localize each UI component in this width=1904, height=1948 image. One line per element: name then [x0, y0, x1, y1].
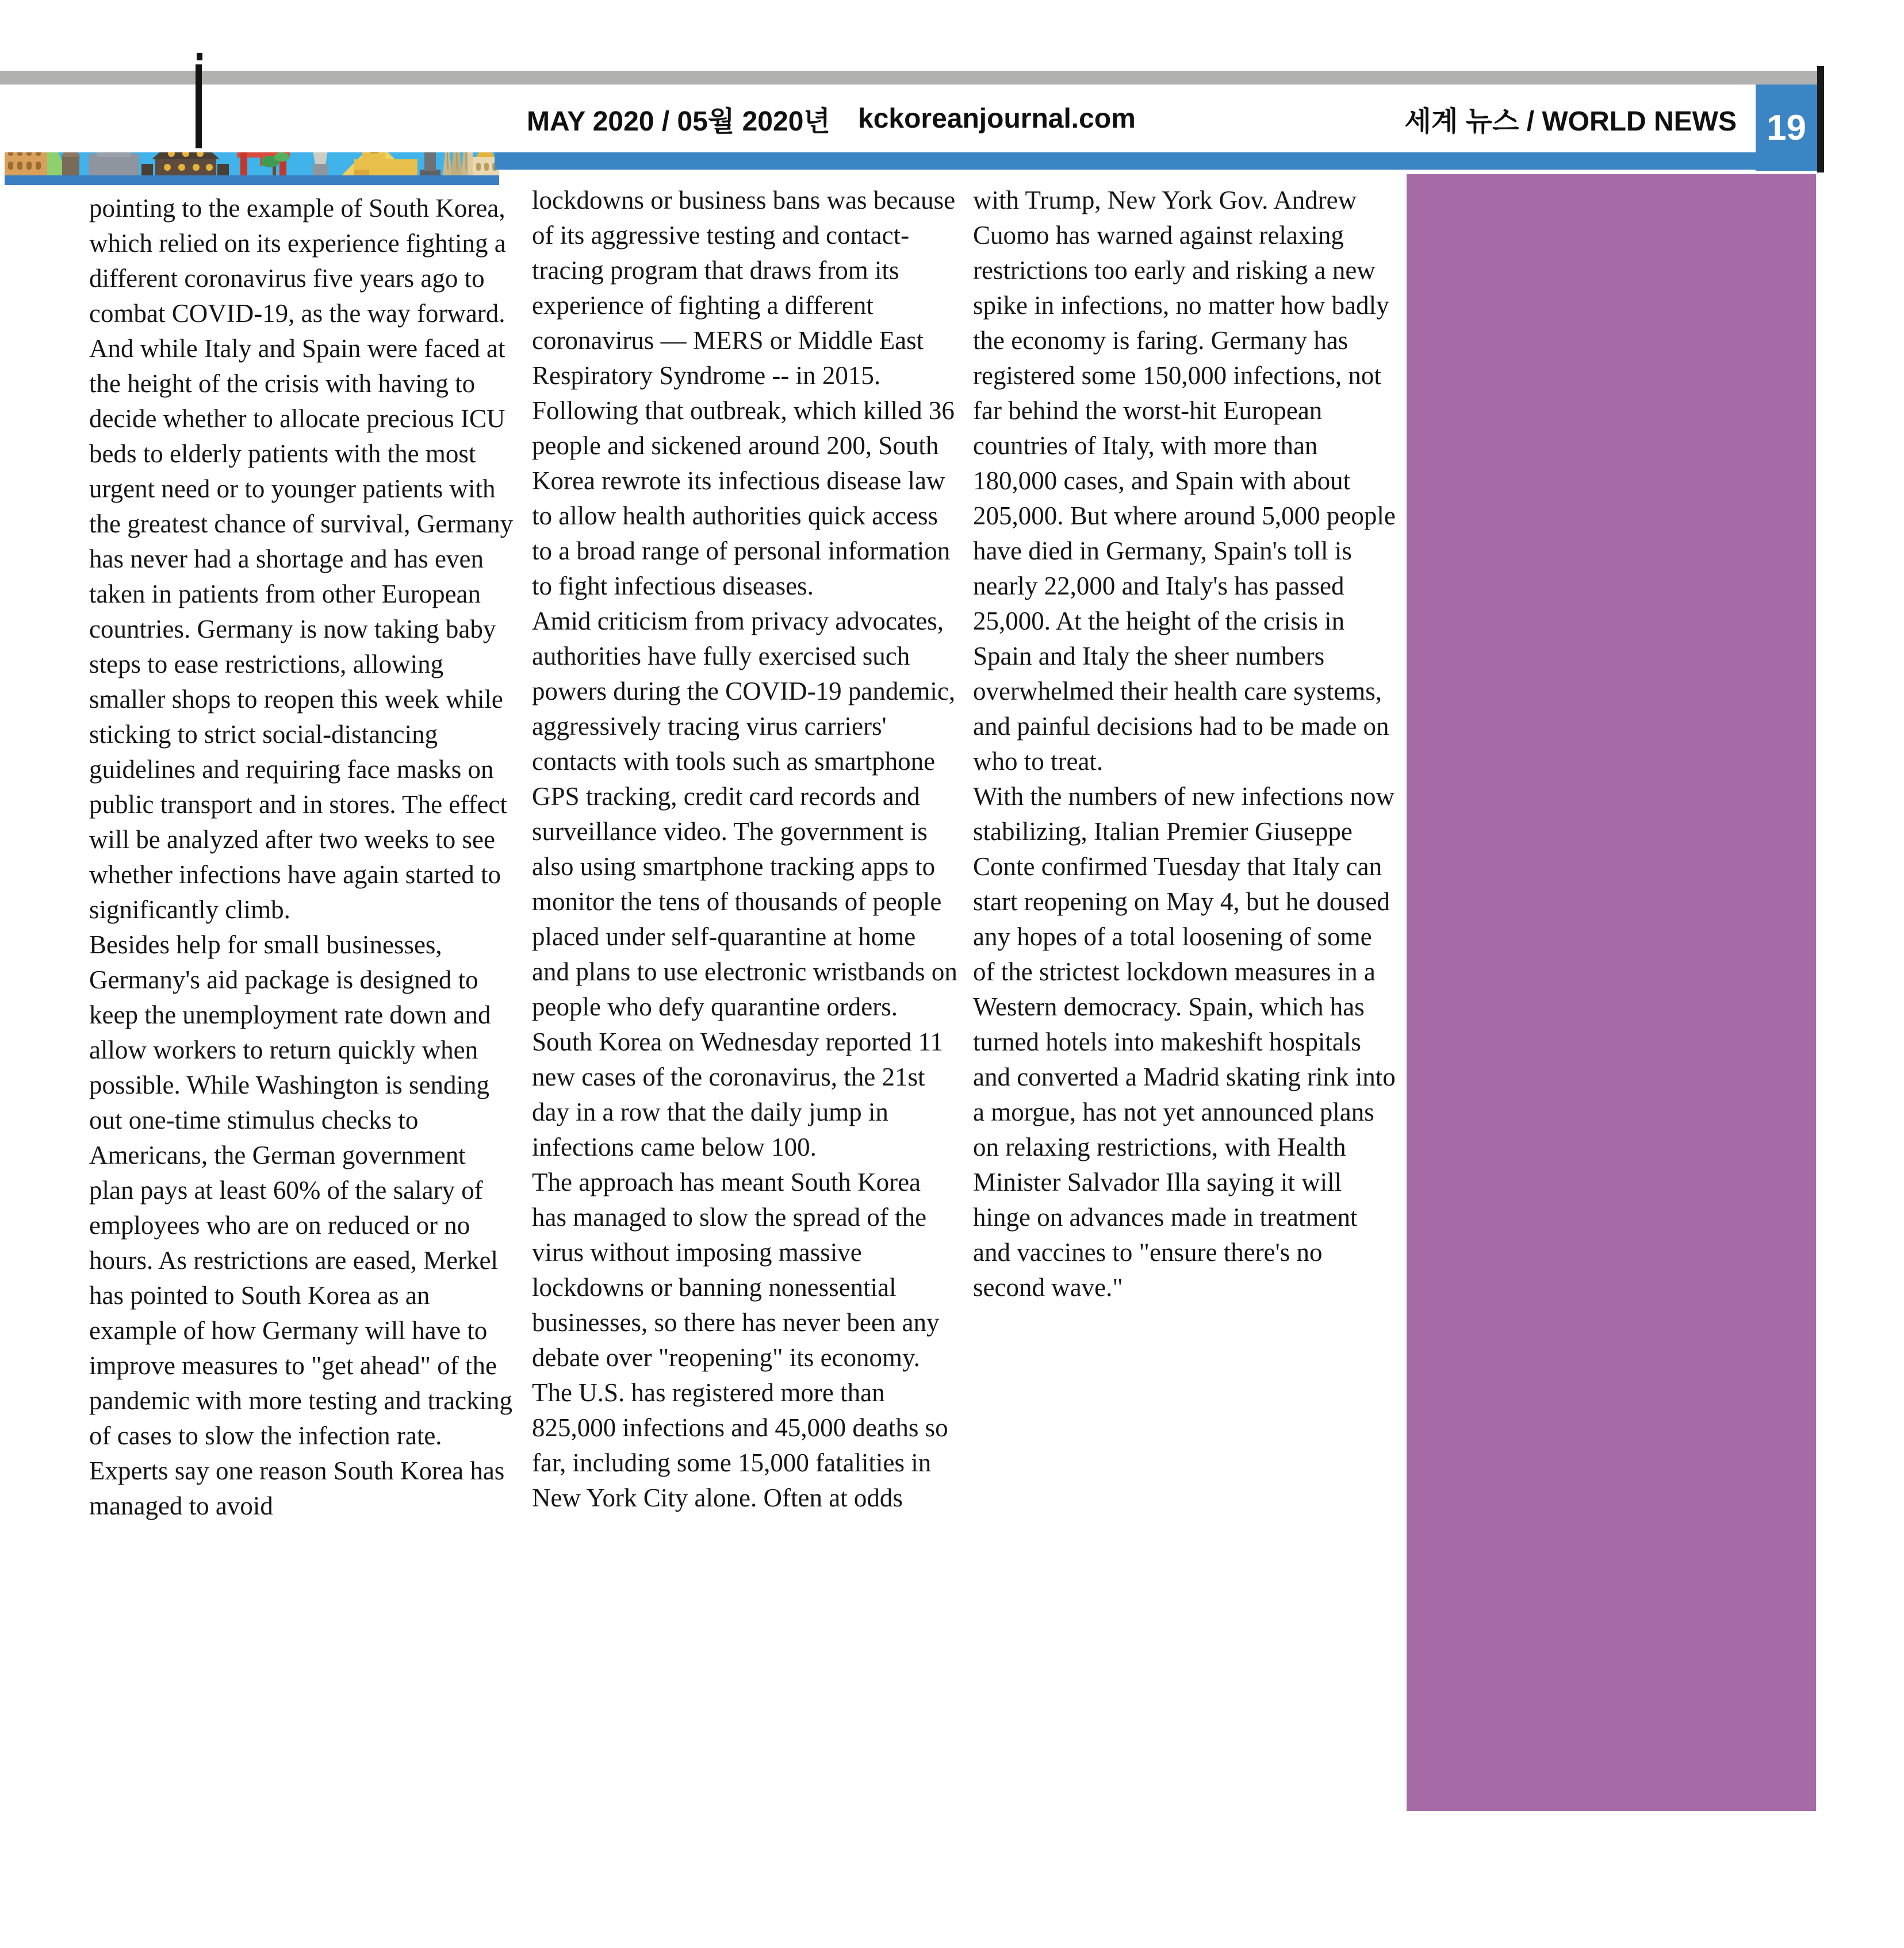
paragraph: Experts say one reason South Korea has managed to avoid [89, 1456, 505, 1520]
paragraph: Amid criticism from privacy advocates, authorities have fully exercised such powers during the COVID-19 pandemic, aggressively tracing virus carriers' contacts with tools such as smartphone GPS tracking, credit card records and surveillance video. The government is also using smartphone tracking apps to monitor the tens of thousands of people placed under self-quarantine at home and plans to use electronic wristbands on people who defy quarantine orders. [532, 607, 957, 1021]
purple-panel [1407, 174, 1816, 1811]
article-column-1 [89, 191, 514, 1524]
paragraph: lockdowns or business bans was because of its aggressive testing and contact-tracing program that draws from its experience of fighting a different coronavirus — MERS or Middle East Respiratory Syndrome -- in 2015. Following that outbreak, which killed 36 people and sickened around 200, South Korea rewrote its infectious disease law to allow health authorities quick access to a broad range of personal information to fight infectious diseases. [532, 186, 956, 600]
paragraph: With the numbers of new infections now stabilizing, Italian Premier Giuseppe Conte confirmed Tuesday that Italy can start reopening on May 4, but he doused any hopes of a total loosening of some of the strictest lockdown measures in a Western democracy. Spain, which has turned hotels into makeshift hospitals and converted a Madrid skating rink into a morgue, has not yet announced plans on relaxing restrictions, with Health Minister Salvador Illa saying it will hinge on advances made in treatment and vaccines to "ensure there's no second wave." [973, 782, 1396, 1302]
paragraph: South Korea on Wednesday reported 11 new cases of the coronavirus, the 21st day in a row that the daily jump in infections came below 100. [532, 1027, 943, 1161]
page-number-box [1756, 85, 1817, 171]
top-gray-bar [0, 71, 1817, 85]
header-blue-bar [495, 152, 1817, 170]
section-title: 세계 뉴스 / WORLD NEWS [1404, 106, 1737, 137]
article-column-3 [973, 183, 1397, 1305]
paragraph: Besides help for small businesses, Germany's aid package is designed to keep the unemployment rate down and allow workers to return quickly when possible. While Washington is sending out one-time stimulus checks to Americans, the German government plan pays at least 60% of the salary of employees who are on reduced or no hours. As restrictions are eased, Merkel has pointed to South Korea as an example of how Germany will have to improve measures to "get ahead" of the pandemic with more testing and tracking of cases to slow the infection rate. [89, 930, 513, 1450]
print-tick-line [196, 64, 202, 148]
page-number: 19 [1767, 108, 1806, 148]
print-tick-dot [197, 53, 202, 60]
article-column-2 [532, 183, 959, 1516]
paragraph: pointing to the example of South Korea, which relied on its experience fighting a different coronavirus five years ago to combat COVID-19, as the way forward. And while Italy and Spain were faced at the height of the crisis with having to decide whether to allocate precious ICU beds to elderly patients with the most urgent need or to younger patients with the greatest chance of survival, Germany has never had a shortage and has even taken in patients from other European countries. Germany is now taking baby steps to ease restrictions, allowing smaller shops to reopen this week while sticking to strict social-distancing guidelines and requiring face masks on public transport and in stores. The effect will be analyzed after two weeks to see whether infections have again started to significantly climb. [89, 194, 514, 924]
paragraph: The U.S. has registered more than 825,000 infections and 45,000 deaths so far, including some 15,000 fatalities in New York City alone. Often at odds [532, 1378, 948, 1512]
paragraph: with Trump, New York Gov. Andrew Cuomo has warned against relaxing restrictions too early and risking a new spike in infections, no matter how badly the economy is faring. Germany has registered some 150,000 infections, not far behind the worst-hit European countries of Italy, with more than 180,000 cases, and Spain with about 205,000. But where around 5,000 people have died in Germany, Spain's toll is nearly 22,000 and Italy's has passed 25,000. At the height of the crisis in Spain and Italy the sheer numbers overwhelmed their health care systems, and painful decisions had to be made on who to treat. [973, 186, 1396, 776]
masthead-bottom-strip [5, 175, 499, 185]
paragraph: The approach has meant South Korea has managed to slow the spread of the virus without imposing massive lockdowns or banning nonessential businesses, so there has never been any debate over "reopening" its economy. [532, 1168, 940, 1372]
right-black-rule [1817, 66, 1824, 172]
issue-date-label: MAY 2020 / 05월 2020년 [527, 106, 830, 137]
website-label: kckoreanjournal.com [858, 103, 1136, 134]
